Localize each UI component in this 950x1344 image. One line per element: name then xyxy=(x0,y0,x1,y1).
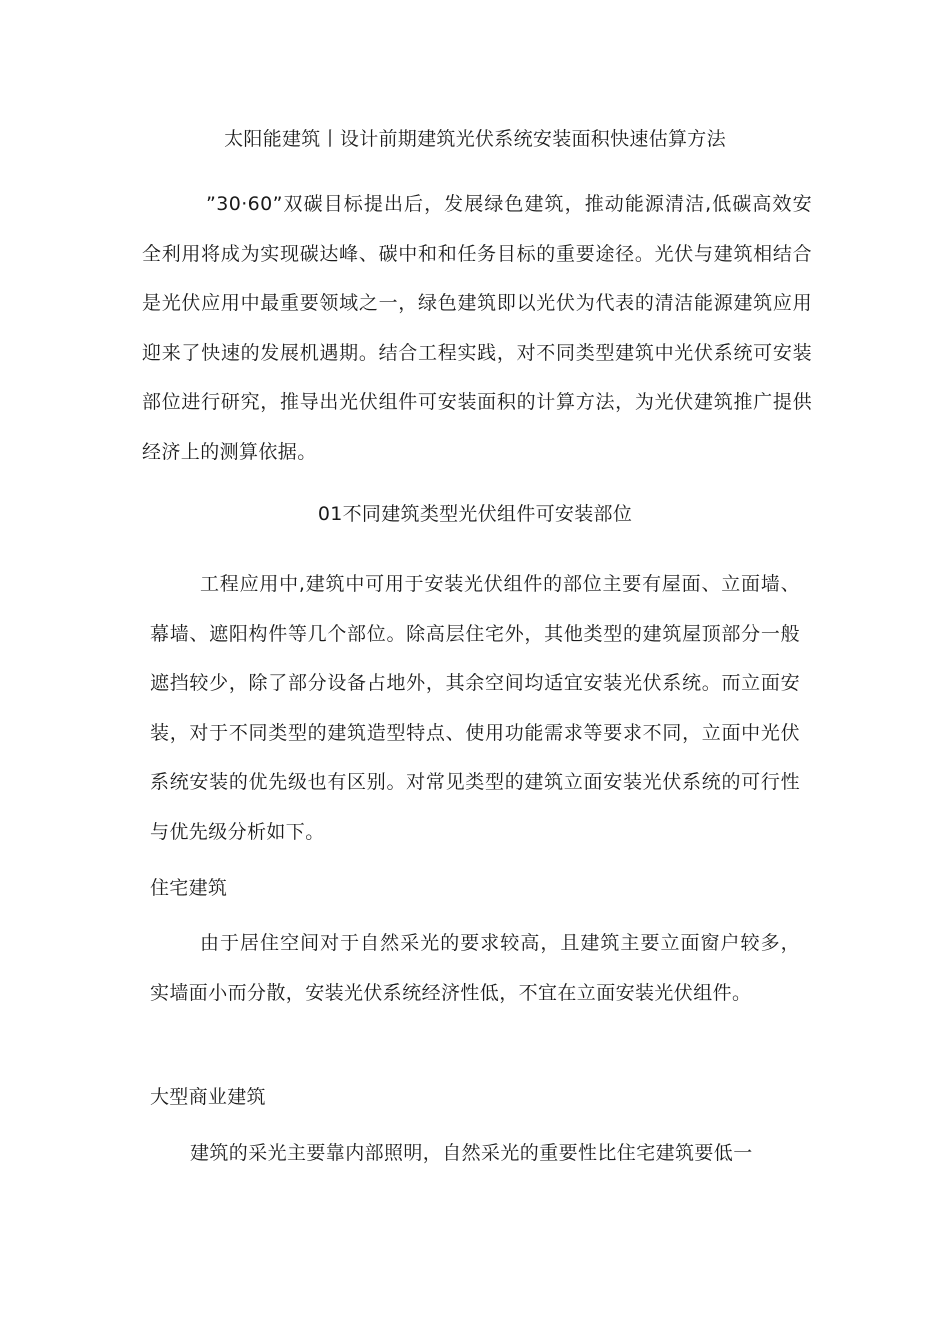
intro-paragraph: ”30·60”双碳目标提出后，发展绿色建筑，推动能源清洁,低碳高效安全利用将成为实现碳达峰、碳中和和任务目标的重要途径。光伏与建筑相结合是光伏应用中最重要领域之一，绿色建筑即以光伏为代表的清洁能源建筑应用迎来了快速的发展机遇期。结合工程实践，对不同类型建筑中光伏系统可安装部位进行研究，推导出光伏组件可安装面积的计算方法，为光伏建筑推广提供经济上的测算依据。 xyxy=(142,193,812,463)
commercial-paragraph: 建筑的采光主要靠内部照明，自然采光的重要性比住宅建筑要低一 xyxy=(190,1142,753,1164)
residential-subheading: 住宅建筑 xyxy=(150,877,228,899)
section-heading: 01不同建筑类型光伏组件可安装部位 xyxy=(317,503,633,525)
document-title: 太阳能建筑丨设计前期建筑光伏系统安装面积快速估算方法 xyxy=(224,128,726,150)
residential-paragraph: 由于居住空间对于自然采光的要求较高，且建筑主要立面窗户较多，实墙面小而分散，安装光伏系统经济性低，不宜在立面安装光伏组件。 xyxy=(150,932,800,1004)
commercial-subheading: 大型商业建筑 xyxy=(150,1086,266,1108)
section-body-paragraph: 工程应用中,建筑中可用于安装光伏组件的部位主要有屋面、立面墙、幕墙、遮阳构件等几个部位。除高层住宅外，其他类型的建筑屋顶部分一般遮挡较少，除了部分设备占地外，其余空间均适宜安装光伏系统。而立面安装，对于不同类型的建筑造型特点、使用功能需求等要求不同，立面中光伏系统安装的优先级也有区别。对常见类型的建筑立面安装光伏系统的可行性与优先级分析如下。 xyxy=(150,573,800,843)
